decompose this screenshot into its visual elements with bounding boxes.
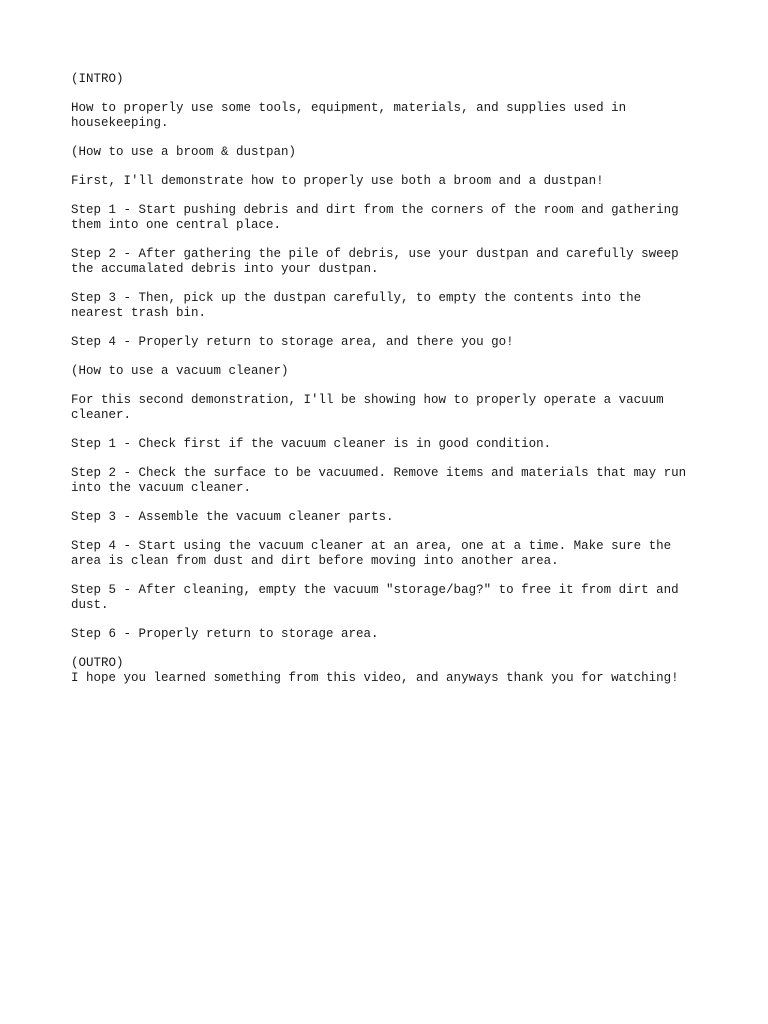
outro-text: I hope you learned something from this video, and anyways thank you for watching! [71,671,679,685]
vacuum-step-5: Step 5 - After cleaning, empty the vacuum "storage/bag?" to free it from dirt and dust. [71,583,679,612]
vacuum-step-4: Step 4 - Start using the vacuum cleaner at an area, one at a time. Make sure the area is clean from dust and dirt before moving into another area. [71,539,672,568]
vacuum-step-3: Step 3 - Assemble the vacuum cleaner parts. [71,510,394,524]
broom-step-3: Step 3 - Then, pick up the dustpan carefully, to empty the contents into the nearest trash bin. [71,291,642,320]
vacuum-step-1: Step 1 - Check first if the vacuum cleaner is in good condition. [71,437,552,451]
vacuum-step-2: Step 2 - Check the surface to be vacuumed. Remove items and materials that may run into the vacuum cleaner. [71,466,687,495]
outro-heading: (OUTRO) [71,656,124,670]
broom-section-heading: (How to use a broom & dustpan) [71,145,297,159]
intro-heading: (INTRO) [71,72,124,86]
vacuum-section-intro: For this second demonstration, I'll be showing how to properly operate a vacuum cleaner. [71,393,664,422]
vacuum-section-heading: (How to use a vacuum cleaner) [71,364,289,378]
document-page [71,72,711,700]
intro-text: How to properly use some tools, equipment, materials, and supplies used in housekeeping. [71,101,627,130]
broom-step-4: Step 4 - Properly return to storage area, and there you go! [71,335,514,349]
broom-step-1: Step 1 - Start pushing debris and dirt from the corners of the room and gathering them into one central place. [71,203,679,232]
broom-step-2: Step 2 - After gathering the pile of debris, use your dustpan and carefully sweep the accumalated debris into your dustpan. [71,247,679,276]
broom-section-intro: First, I'll demonstrate how to properly use both a broom and a dustpan! [71,174,604,188]
vacuum-step-6: Step 6 - Properly return to storage area. [71,627,379,641]
